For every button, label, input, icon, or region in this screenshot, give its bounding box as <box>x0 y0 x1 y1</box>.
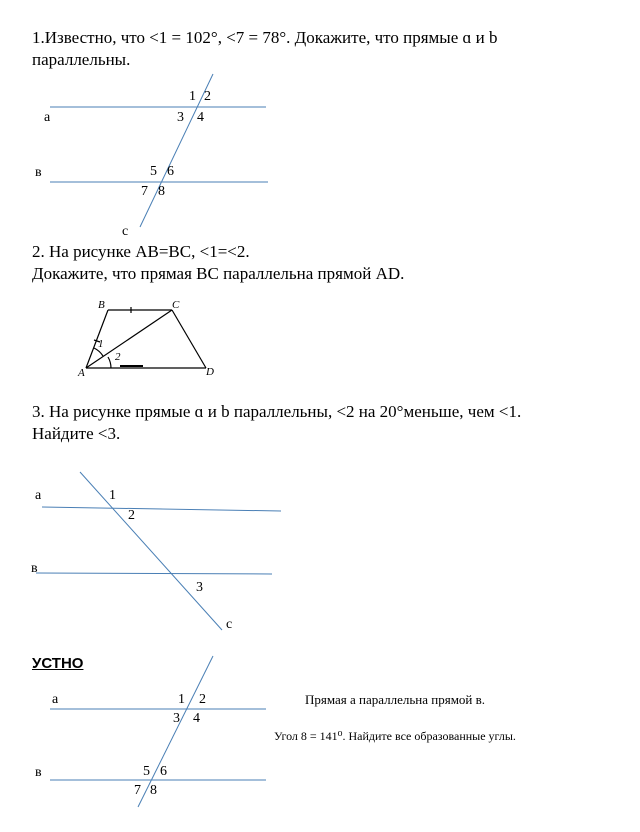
figure-2 <box>86 307 206 368</box>
fig1-line-c <box>140 74 213 227</box>
oral-text-2: Угол 8 = 141⁰. Найдите все образованные углы. <box>274 729 516 743</box>
fig3-label-c: c <box>226 617 233 632</box>
oral-angle-4: 4 <box>193 711 200 726</box>
oral-angle-1: 1 <box>178 692 185 707</box>
fig2-side-cd <box>172 310 206 368</box>
fig2-angle-2: 2 <box>115 351 121 363</box>
task1-line1: 1.Известно, что <1 = 102°, <7 = 78°. Докажите, что прямые ɑ и b <box>32 28 498 47</box>
fig1-angle-3: 3 <box>177 110 184 125</box>
figure-3 <box>36 472 281 630</box>
fig1-label-a: a <box>44 110 51 125</box>
fig1-label-b: в <box>35 165 42 180</box>
fig1-label-c: c <box>122 224 129 239</box>
task3-line2: Найдите <3. <box>32 424 121 443</box>
task2-line1: 2. На рисунке AB=BC, <1=<2. <box>32 242 250 261</box>
fig2-angle-1: 1 <box>98 338 104 350</box>
oral-label-a: a <box>52 692 59 707</box>
oral-angle-2: 2 <box>199 692 206 707</box>
fig2-vertex-a: A <box>78 367 85 379</box>
fig1-angle-1: 1 <box>189 89 196 104</box>
fig1-angle-2: 2 <box>204 89 211 104</box>
fig1-angle-5: 5 <box>150 164 157 179</box>
oral-angle-5: 5 <box>143 764 150 779</box>
fig1-angle-8: 8 <box>158 184 165 199</box>
fig1-angle-6: 6 <box>167 164 174 179</box>
fig3-line-c <box>80 472 222 630</box>
oral-angle-3: 3 <box>173 711 180 726</box>
figure-oral <box>50 656 266 807</box>
fig1-angle-7: 7 <box>141 184 148 199</box>
fig3-angle-3: 3 <box>196 580 203 595</box>
figure-1 <box>50 74 268 227</box>
fig3-label-a: a <box>35 488 42 503</box>
fig2-vertex-d: D <box>206 366 214 378</box>
oral-angle-6: 6 <box>160 764 167 779</box>
fig2-vertex-c: C <box>172 299 180 311</box>
task1-line2: параллельны. <box>32 50 131 69</box>
oral-angle-8: 8 <box>150 783 157 798</box>
oral-heading: УСТНО <box>32 655 84 672</box>
fig3-angle-2: 2 <box>128 508 135 523</box>
oral-label-b: в <box>35 765 42 780</box>
fig3-line-a <box>42 507 281 511</box>
fig2-arc-2 <box>108 357 111 368</box>
fig3-line-b <box>36 573 272 574</box>
oral-text-1: Прямая а параллельна прямой в. <box>305 692 486 707</box>
fig3-angle-1: 1 <box>109 488 116 503</box>
fig1-angle-4: 4 <box>197 110 204 125</box>
task2-line2: Докажите, что прямая BC параллельна прямой AD. <box>32 264 405 283</box>
fig2-side-ab <box>86 310 108 368</box>
fig3-label-b: в <box>31 561 38 576</box>
fig2-vertex-b: B <box>98 299 105 311</box>
task3-line1: 3. На рисунке прямые ɑ и b параллельны, <2 на 20°меньше, чем <1. <box>32 402 522 421</box>
oral-angle-7: 7 <box>134 783 141 798</box>
